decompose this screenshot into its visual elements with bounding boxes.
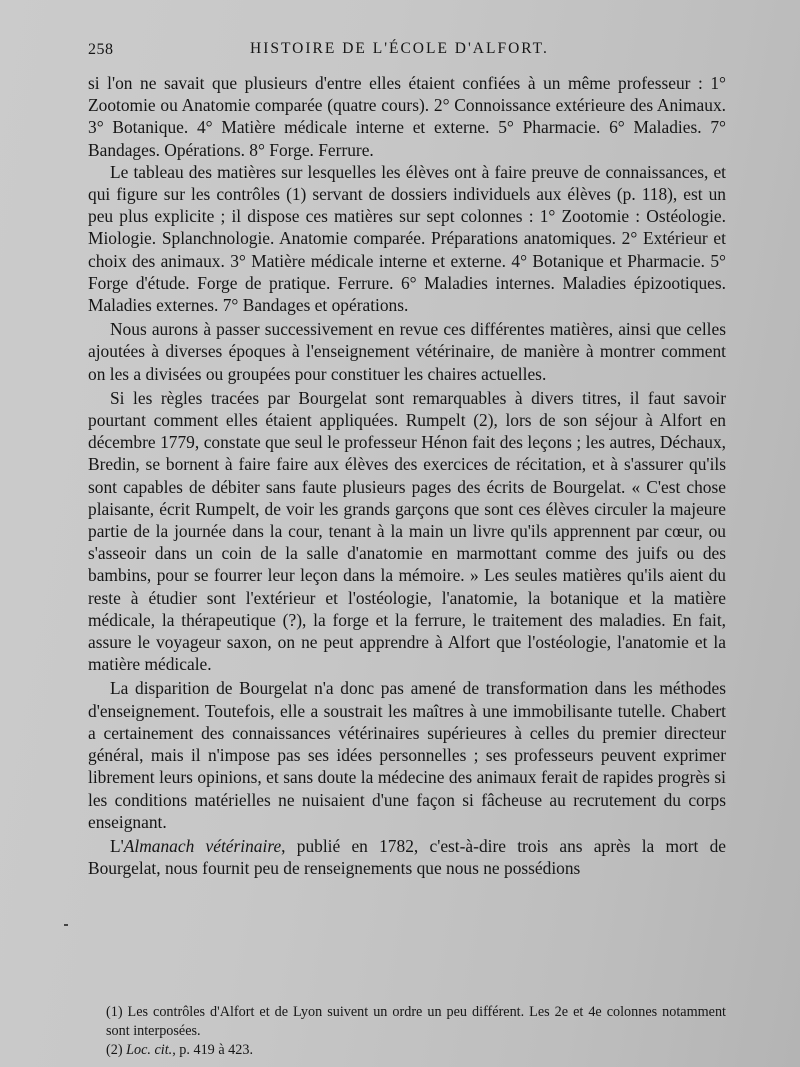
margin-mark	[64, 924, 68, 926]
paragraph-2: Le tableau des matières sur lesquelles les élèves ont à faire preuve de connaissances, et qui figure sur les contrôles (1) servant de dossiers individuels aux élèves (p. 118), est un peu plus explicite ; il dispose ces matières sur sept colonnes : 1° Zootomie : Ostéologie. Miologie. Splanchnologie. Anatomie comparée. Préparations anatomiques. 2° Extérieur et choix des animaux. 3° Matière médicale interne et externe. 4° Botanique et Pharmacie. 5° Forge d'étude. Forge de pratique. Ferrure. 6° Maladies internes. Maladies épizootiques. Maladies externes. 7° Bandages et opérations.	[88, 161, 726, 316]
footnote-2	[106, 1041, 726, 1060]
almanach-title: Almanach vétérinaire	[123, 835, 282, 856]
paragraph-1: si l'on ne savait que plusieurs d'entre elles étaient confiées à un même professeur : 1° Zootomie ou Anatomie comparée (quatre cours). 2° Connoissance extérieure des Animaux. 3° Botanique. 4° Matière médicale interne et externe. 5° Pharmacie. 6° Maladies. 7° Bandages. Opérations. 8° Forge. Ferrure.	[88, 73, 726, 160]
paragraph-5: La disparition de Bourgelat n'a donc pas amené de transformation dans les méthodes d'enseignement. Toutefois, elle a soustrait les maîtres à une immobilisante tutelle. Chabert a certainement des connaissances vétérinaires supérieures à celles du premier directeur général, mais il n'impose pas ses idées personnelles ; ses professeurs peuvent exprimer librement leurs opinions, et sans doute la médecine des animaux ferait de rapides progrès si les conditions matérielles ne nuisaient d'une façon si fâcheuse au recrutement du corps enseignant.	[88, 678, 726, 832]
paragraph-4: Si les règles tracées par Bourgelat sont remarquables à divers titres, il faut savoir pourtant comment elles étaient appliquées. Rumpelt (2), lors de son séjour à Alfort en décembre 1779, constate que seul le professeur Hénon fait des leçons ; les autres, Déchaux, Bredin, se bornent à faire faire aux élèves des exercices de récitation, et à s'assurer qu'ils sont capables de débiter sans faute plusieurs pages des écrits de Bourgelat. « C'est chose plaisante, écrit Rumpelt, de voir les grands garçons que sont ces élèves circuler la majeure partie de la journée dans la cour, tenant à la main un livre qu'ils apprennent par cœur, ou s'asseoir dans un coin de la salle d'anatomie en marmottant comme des juifs ou des bambins, pour se fourrer leur leçon dans la mémoire. » Les seules matières qu'ils aient du reste à étudier sont l'extérieur et l'ostéologie, l'anatomie, la botanique et la matière médicale, la thérapeutique (?), la forge et la ferrure, le traitement des maladies. En fait, assure le voyageur saxon, on ne peut apprendre à Alfort que l'ostéologie, l'anatomie et la matière médicale.	[88, 387, 726, 675]
footnote-2-pages: , p. 419 à 423.	[172, 1042, 253, 1058]
paragraph-6	[88, 835, 726, 879]
body-text	[88, 72, 726, 879]
footnote-1: (1) Les contrôles d'Alfort et de Lyon suivent un ordre un peu différent. Les 2e et 4e colonnes notamment sont interposées.	[106, 1004, 726, 1039]
running-title: HISTOIRE DE L'ÉCOLE D'ALFORT.	[250, 40, 549, 57]
paragraph-6-rest: , publié en 1782, c'est-à-dire trois ans après la mort de Bourgelat, nous fournit peu de renseignements que nous ne possédions	[88, 835, 726, 879]
page-header	[88, 38, 720, 62]
paragraph-6-lead: L'	[110, 835, 124, 856]
footnote-2-reference: Loc. cit.	[126, 1042, 173, 1058]
page-number: 258	[88, 41, 114, 58]
footnote-2-number: (2)	[106, 1042, 127, 1058]
footnotes	[106, 1003, 726, 1060]
paragraph-3: Nous aurons à passer successivement en revue ces différentes matières, ainsi que celles ajoutées à diverses époques à l'enseignement vétérinaire, de manière à montrer comment on les a divisées ou groupées pour constituer les chaires actuelles.	[88, 319, 726, 384]
